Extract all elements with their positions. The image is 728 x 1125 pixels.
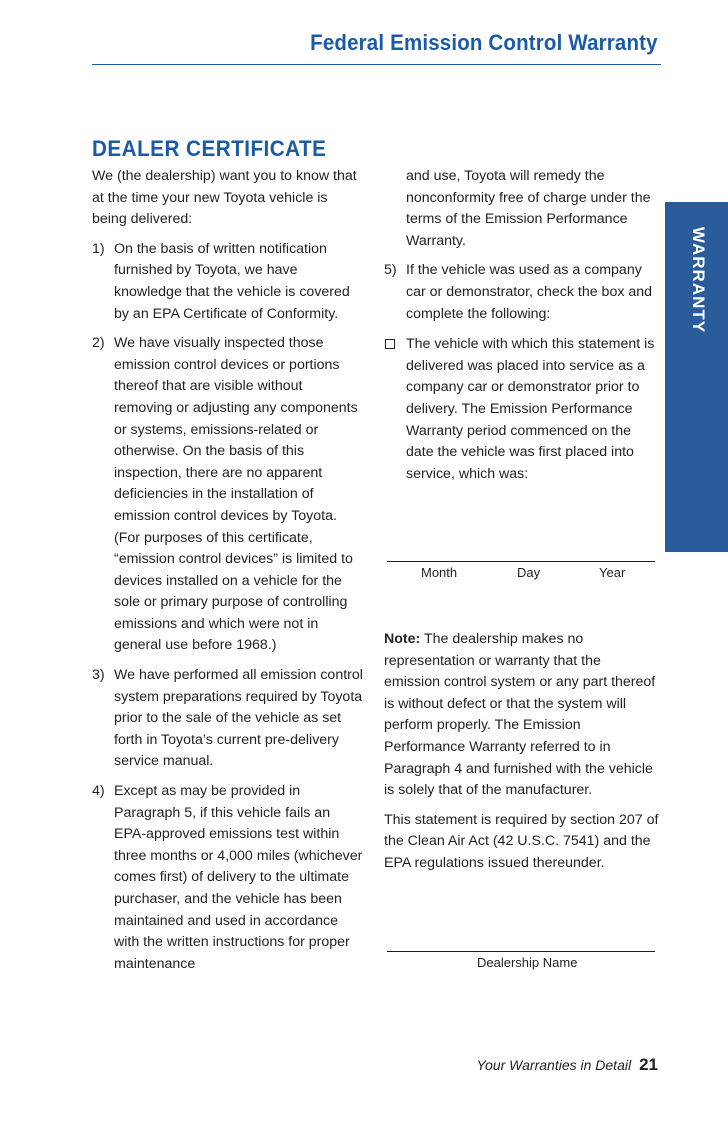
note-paragraph [384, 629, 660, 802]
list-number: 5) [384, 262, 397, 279]
list-number: 4) [92, 783, 105, 800]
note-label: Note: [384, 631, 421, 647]
list-number: 2) [92, 335, 105, 352]
side-tab-label [678, 205, 718, 355]
dealership-name-label: Dealership Name [477, 955, 578, 970]
list-number: 1) [92, 240, 105, 257]
list-text: Except as may be provided in Paragraph 5, if this vehicle fails an EPA-approved emissions test within three months or 4,000 miles (whichever comes first) of delivery to the ultimate purchaser, and the vehicle has been maintained and used in accordance with the written instructions for proper maintenance [114, 783, 363, 972]
list-text: On the basis of written notification furnished by Toyota, we have knowledge that the vehicle is covered by an EPA Certificate of Conformity. [114, 240, 350, 322]
list-number: 3) [92, 667, 105, 684]
list-text: We have performed all emission control system preparations required by Toyota prior to the sale of the vehicle as set forth in Toyota’s current pre-delivery service manual. [114, 667, 363, 770]
section-title: DEALER CERTIFICATE [92, 136, 327, 161]
page-header-title: Federal Emission Control Warranty [310, 30, 658, 55]
statement-paragraph: This statement is required by section 207 of the Clean Air Act (42 U.S.C. 7541) and the EPA regulations issued thereunder. [384, 811, 659, 871]
list-item-1 [92, 239, 364, 325]
month-label: Month [421, 565, 458, 580]
list-item-2 [92, 333, 364, 657]
left-column [92, 166, 364, 983]
list-item-5 [384, 260, 660, 325]
day-label: Day [517, 565, 541, 580]
list-item-4 [92, 781, 364, 975]
list-item-3 [92, 665, 364, 773]
header-rule [92, 64, 661, 65]
note-block [384, 629, 660, 883]
intro-paragraph: We (the dealership) want you to know that at the time your new Toyota vehicle is being delivered: [92, 168, 357, 228]
company-car-statement [384, 334, 660, 485]
year-label: Year [599, 565, 626, 580]
side-tab-text: WARRANTY [689, 226, 708, 334]
note-text: The dealership makes no representation or warranty that the emission control system or any part thereof is without defect or that the system will perform properly. The Emission Performance Warranty referred to in Paragraph 4 and furnished with the vehicle is solely that of the manufacturer. [384, 631, 656, 799]
list-text: We have visually inspected those emission control devices or portions thereof that are visible without removing or adjusting any components or systems, emissions-related or otherwise. On the basis of this inspection, there are no apparent deficiencies in the installation of emission control devices by Toyota. (For purposes of this certificate, “emission control devices” is limited to devices installed on a vehicle for the sole or primary purpose of controlling emissions and which were not in general use before 1968.) [114, 335, 358, 654]
company-car-checkbox[interactable] [385, 339, 395, 349]
item-4-continuation: and use, Toyota will remedy the nonconformity free of charge under the terms of the Emission Performance Warranty. [406, 168, 651, 249]
right-column [384, 166, 660, 485]
dealership-name-line[interactable] [387, 951, 655, 952]
list-text: If the vehicle was used as a company car or demonstrator, check the box and complete the following: [406, 262, 653, 322]
page-footer [476, 1055, 658, 1075]
date-field-line[interactable] [387, 561, 655, 562]
side-tab [665, 0, 728, 1125]
footer-text: Your Warranties in Detail [476, 1057, 632, 1073]
checkbox-text: The vehicle with which this statement is delivered was placed into service as a company car or demonstrator prior to delivery. The Emission Performance Warranty period commenced on the date the vehicle was first placed into service, which was: [406, 336, 655, 482]
page-number: 21 [639, 1055, 658, 1074]
